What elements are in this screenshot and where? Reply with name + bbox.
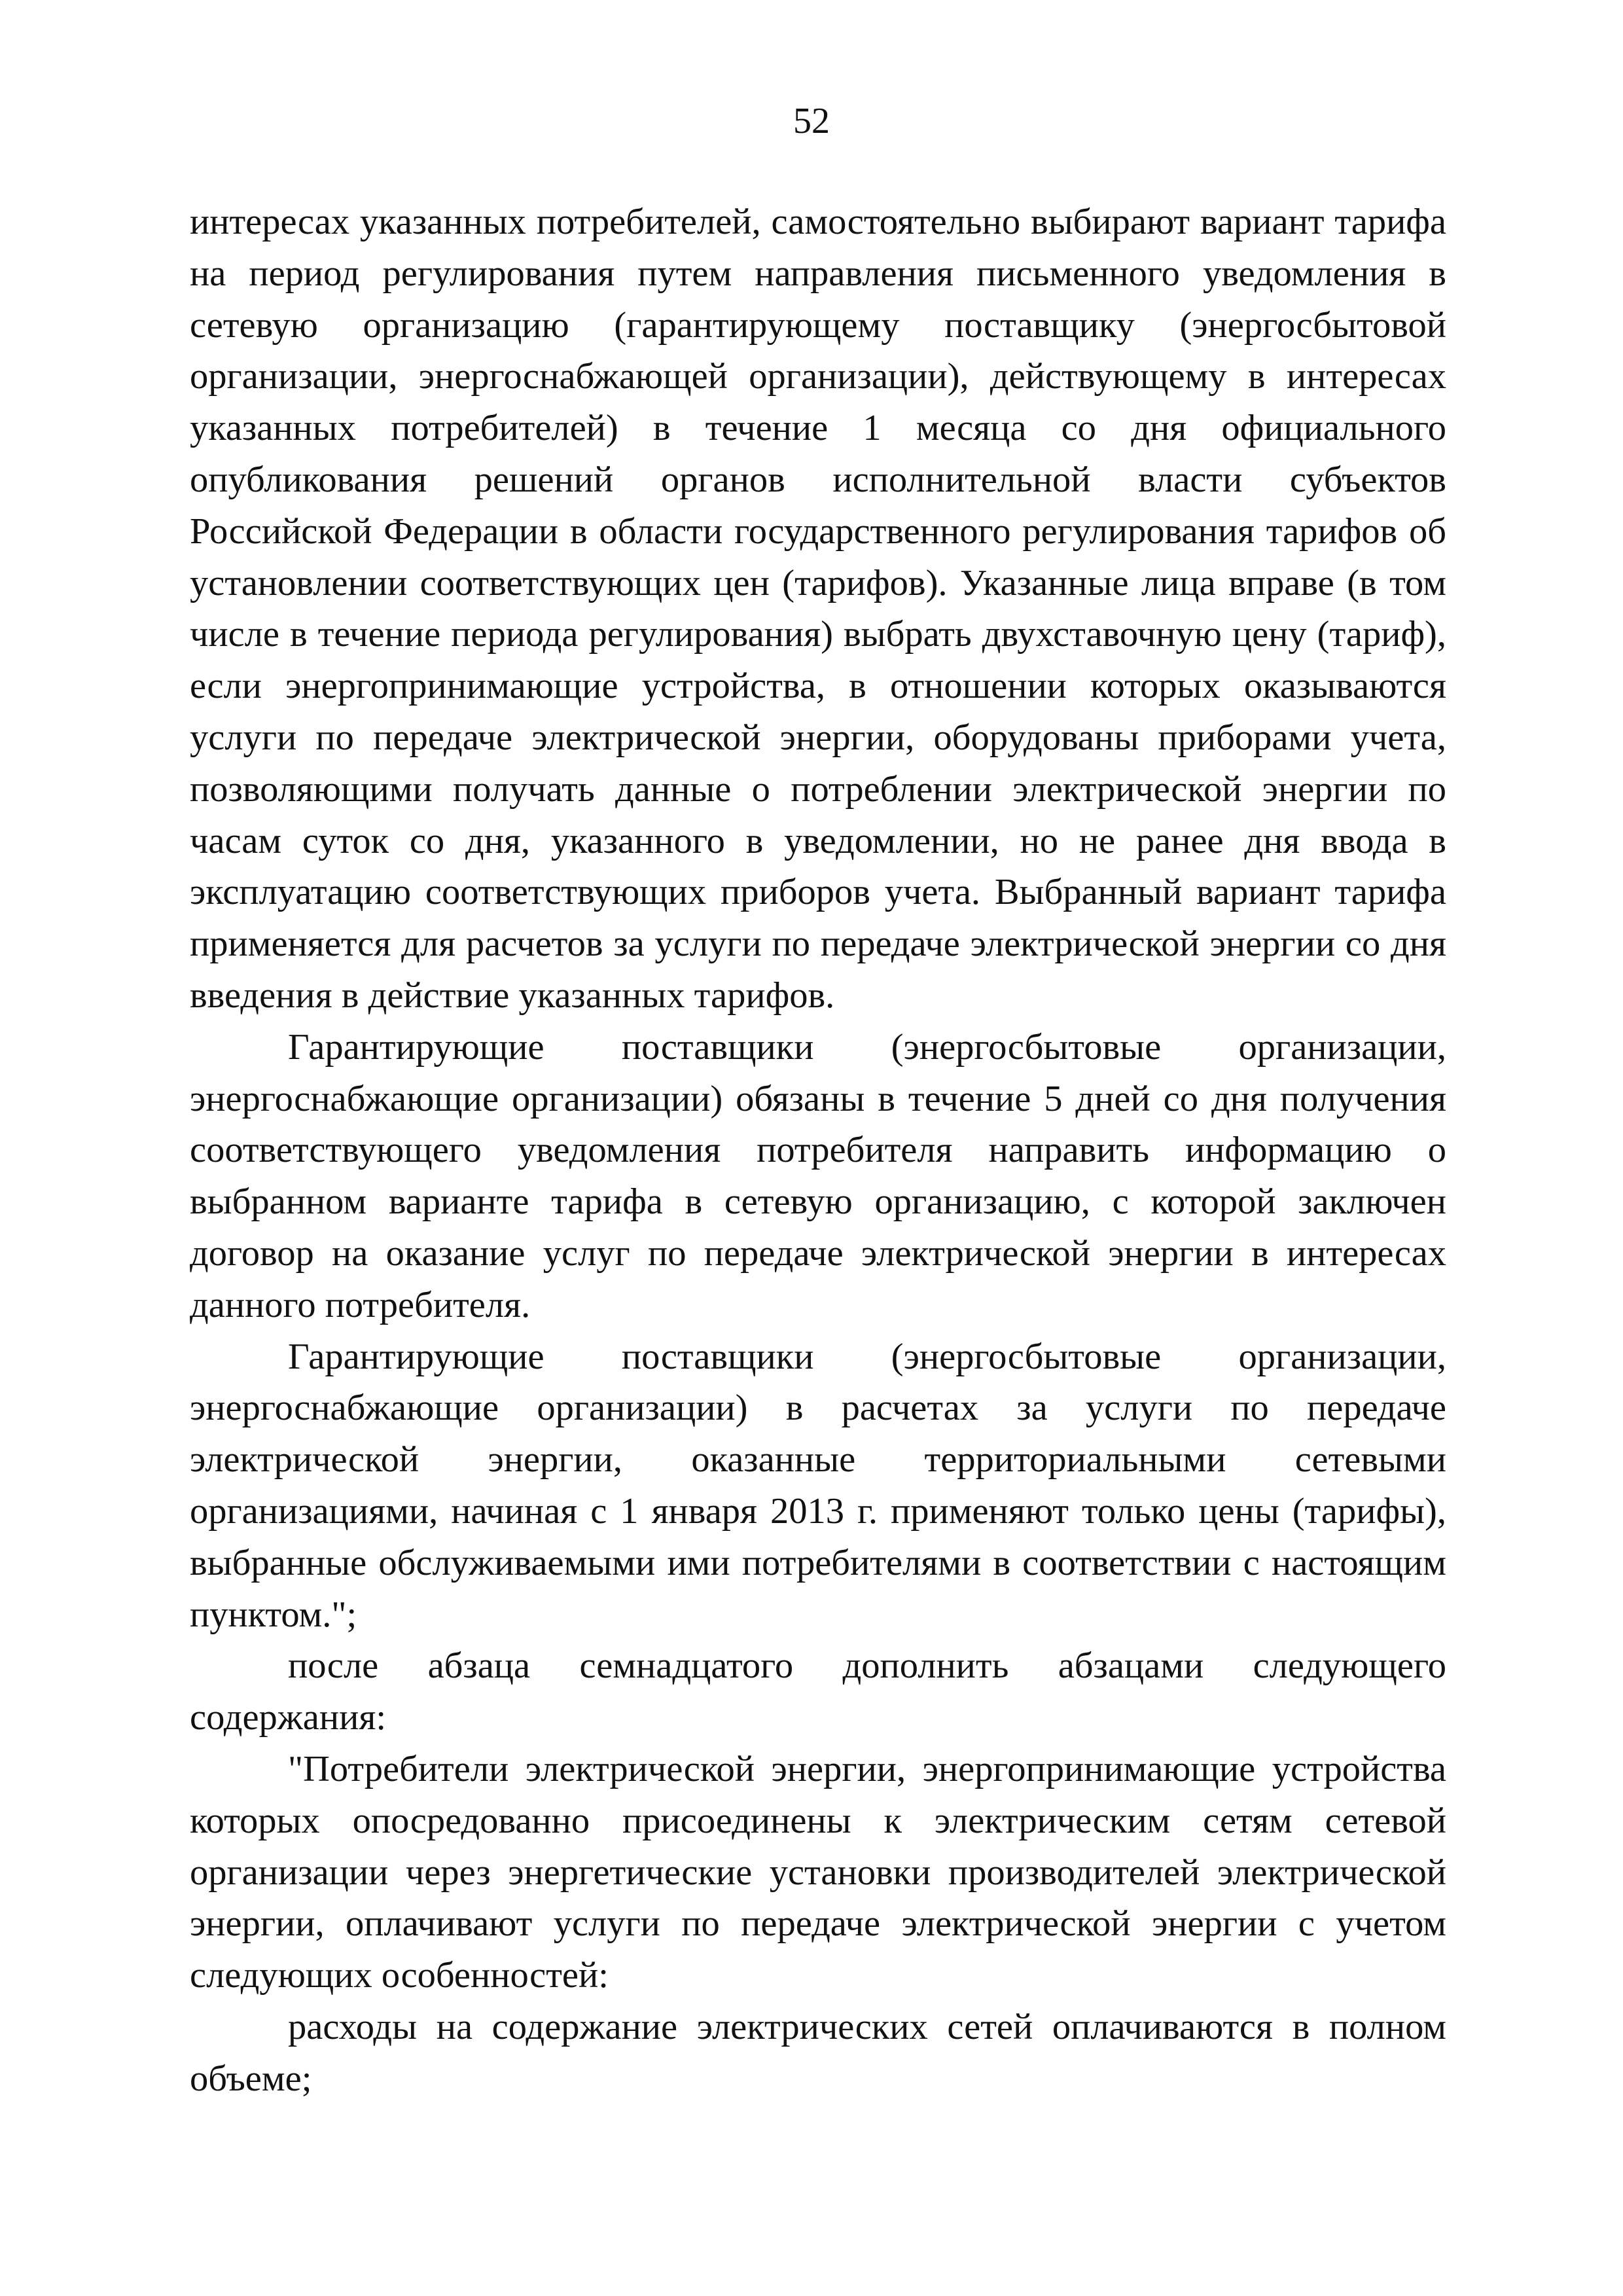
paragraph-suppliers-settlements: Гарантирующие поставщики (энергосбытовые организации, энергоснабжающие организации) в расчетах за услуги по передаче электрической энергии, оказанные территориальными сетевыми организациями, начиная с 1 января 2013 г. применяют только цены (тарифы), выбранные обслуживаемыми ими потребителями в соответствии с настоящим пунктом."; — [190, 1336, 1446, 1635]
document-body — [190, 196, 1446, 2104]
paragraph-suppliers-notification: Гарантирующие поставщики (энергосбытовые организации, энергоснабжающие организации) обязаны в течение 5 дней со дня получения соответствующего уведомления потребителя направить информацию о выбранном варианте тарифа в сетевую организацию, с которой заключен договор на оказание услуг по передаче электрической энергии в интересах данного потребителя. — [190, 1026, 1446, 1325]
paragraph-network-costs: расходы на содержание электрических сетей оплачиваются в полном объеме; — [190, 2006, 1446, 2099]
paragraph-indirect-consumers: "Потребители электрической энергии, энергопринимающие устройства которых опосредованно присоединены к электрическим сетям сетевой организации через энергетические установки производителей электрической энергии, оплачивают услуги по передаче электрической энергии с учетом следующих особенностей: — [190, 1748, 1446, 1996]
paragraph-amendment-instruction: после абзаца семнадцатого дополнить абзацами следующего содержания: — [190, 1645, 1446, 1738]
page-number: 52 — [793, 101, 830, 141]
paragraph-continuation: интересах указанных потребителей, самостоятельно выбирают вариант тарифа на период регулирования путем направления письменного уведомления в сетевую организацию (гарантирующему поставщику (энергосбытовой организации, энергоснабжающей организации), действующему в интересах указанных потребителей) в течение 1 месяца со дня официального опубликования решений органов исполнительной власти субъектов Российской Федерации в области государственного регулирования тарифов об установлении соответствующих цен (тарифов). Указанные лица вправе (в том числе в течение периода регулирования) выбрать двухставочную цену (тариф), если энергопринимающие устройства, в отношении которых оказываются услуги по передаче электрической энергии, оборудованы приборами учета, позволяющими получать данные о потреблении электрической энергии по часам суток со дня, указанного в уведомлении, но не ранее дня ввода в эксплуатацию соответствующих приборов учета. Выбранный вариант тарифа применяется для расчетов за услуги по передаче электрической энергии со дня введения в действие указанных тарифов. — [190, 202, 1446, 1016]
